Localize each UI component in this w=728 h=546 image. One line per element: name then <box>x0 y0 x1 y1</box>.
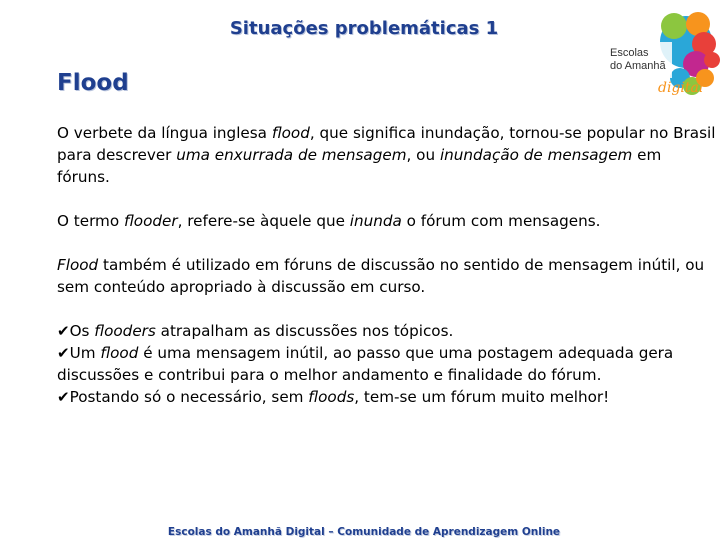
italic-term: inundação de mensagem <box>439 146 633 164</box>
italic-term: Flood <box>57 256 99 274</box>
section-heading: Flood <box>57 70 129 96</box>
text-span: em fóruns. <box>57 146 662 186</box>
italic-term: uma enxurrada de mensagem <box>176 146 407 164</box>
escolas-do-amanha-logo <box>600 12 720 104</box>
text-span: atrapalham as discussões nos tópicos. <box>155 322 454 340</box>
text-span: também é utilizado em fóruns de discussão no sentido de mensagem inútil, ou sem conteúdo apropriado à discussão em curso. <box>57 256 705 296</box>
text-span: Os <box>69 322 95 340</box>
checkmark-icon: ✔ <box>57 322 70 340</box>
text-span: , ou <box>406 146 440 164</box>
text-span: , tem-se um fórum muito melhor! <box>354 388 610 406</box>
bullet-item <box>57 342 717 386</box>
text-span: Um <box>69 344 101 362</box>
text-span: O verbete da língua inglesa <box>57 124 272 142</box>
logo-line3: digital <box>658 80 704 96</box>
italic-term: flood <box>271 124 310 142</box>
logo-line2: do Amanhã <box>610 60 666 72</box>
text-span: , refere-se àquele que <box>177 212 350 230</box>
italic-term: flooders <box>94 322 156 340</box>
slide-title: Situações problemáticas 1 <box>229 18 499 39</box>
text-span: , que significa inundação, tornou-se popular no Brasil para descrever <box>57 124 716 164</box>
slide-footer: Escolas do Amanhã Digital – Comunidade de Aprendizagem Online <box>167 526 561 538</box>
paragraph-usage <box>57 254 717 298</box>
paragraph-definition <box>57 122 717 188</box>
italic-term: flood <box>100 344 139 362</box>
italic-term: floods <box>308 388 355 406</box>
slide-body <box>57 122 717 408</box>
text-span: é uma mensagem inútil, ao passo que uma postagem adequada gera discussões e contribui para o melhor andamento e finalidade do fórum. <box>57 344 674 384</box>
bullet-item <box>57 386 717 408</box>
logo-line1: Escolas <box>610 47 649 59</box>
text-span: O termo <box>57 212 124 230</box>
checkmark-icon: ✔ <box>57 344 70 362</box>
text-span: o fórum com mensagens. <box>401 212 601 230</box>
bullet-item <box>57 320 717 342</box>
italic-term: inunda <box>349 212 402 230</box>
paragraph-flooder <box>57 210 717 232</box>
italic-term: flooder <box>123 212 178 230</box>
text-span: Postando só o necessário, sem <box>69 388 309 406</box>
checkmark-icon: ✔ <box>57 388 70 406</box>
